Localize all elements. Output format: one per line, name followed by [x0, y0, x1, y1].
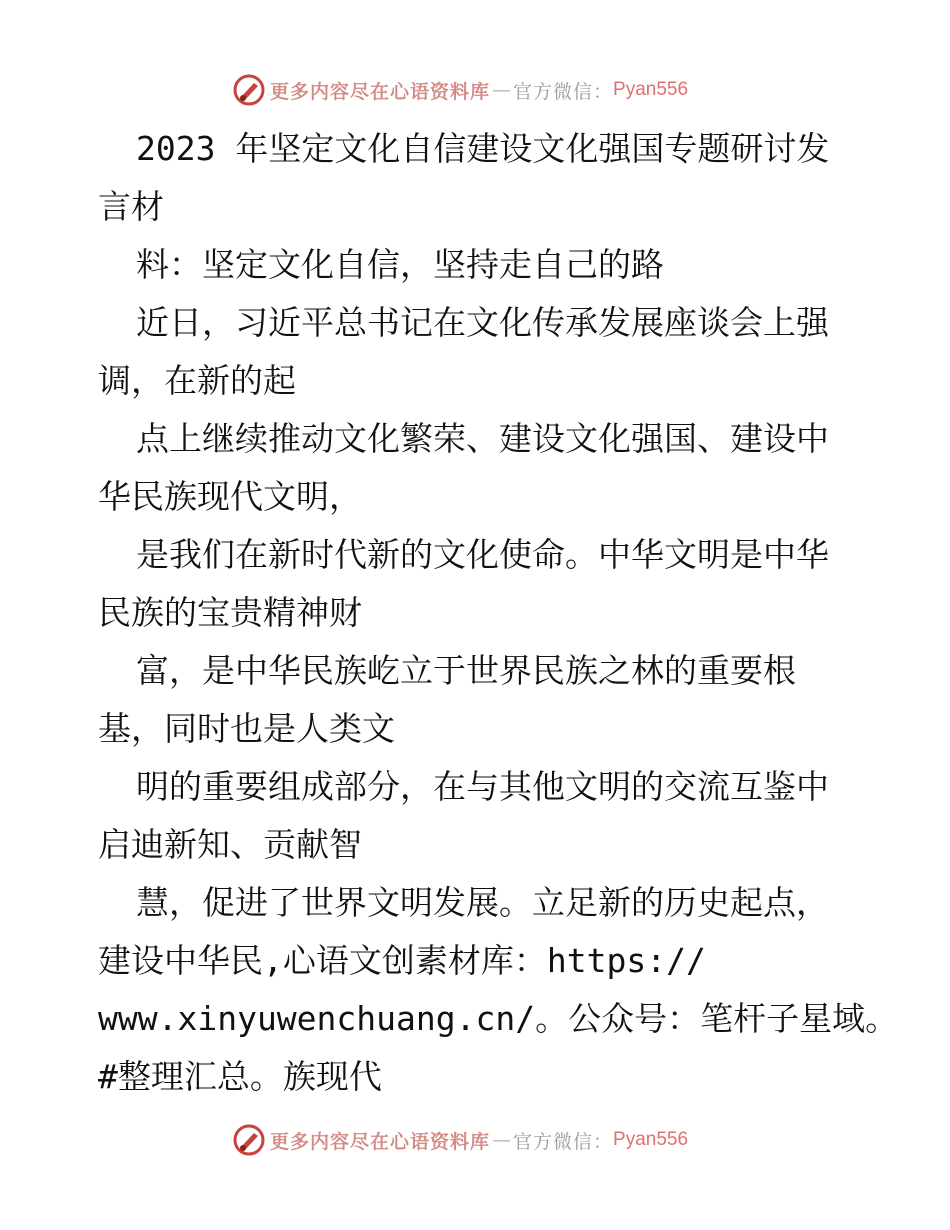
header-watermark-banner	[232, 70, 688, 110]
paragraph-line: 基，同时也是人类文	[98, 709, 395, 748]
banner-wechat-label: 官方微信：	[513, 80, 614, 103]
paragraph-line: 是我们在新时代新的文化使命。中华文明是中华	[136, 535, 829, 574]
paragraph-line: 建设中华民,心语文创素材库：https://	[98, 941, 706, 980]
paragraph-line: 民族的宝贵精神财	[98, 593, 362, 632]
subtitle-line: 料：坚定文化自信，坚持走自己的路	[136, 245, 664, 284]
pen-seal-logo-icon	[232, 1123, 266, 1157]
banner-wechat-id: Pyan556	[613, 1129, 689, 1150]
document-body	[98, 120, 899, 1106]
banner-wechat-label: 官方微信：	[513, 1130, 614, 1153]
paragraph-line: 近日，习近平总书记在文化传承发展座谈会上强	[136, 303, 829, 342]
paragraph-line: 华民族现代文明，	[98, 477, 362, 516]
banner-slogan: 更多内容尽在心语资料库	[270, 1130, 491, 1153]
title-line-2: 言材	[98, 187, 164, 226]
paragraph-line: 慧，促进了世界文明发展。立足新的历史起点，	[136, 883, 829, 922]
paragraph-line: 点上继续推动文化繁荣、建设文化强国、建设中	[136, 419, 829, 458]
paragraph-line: www.xinyuwenchuang.cn/。公众号：笔杆子星域。	[98, 999, 899, 1038]
paragraph-line: 富，是中华民族屹立于世界民族之林的重要根	[136, 651, 796, 690]
banner-slogan: 更多内容尽在心语资料库	[270, 80, 491, 103]
banner-separator: —	[492, 1129, 512, 1151]
banner-separator: —	[492, 79, 512, 101]
title-line-1: 2023 年坚定文化自信建设文化强国专题研讨发	[136, 129, 830, 168]
pen-seal-logo-icon	[232, 73, 266, 107]
footer-watermark-banner	[232, 1120, 688, 1160]
paragraph-line: 启迪新知、贡献智	[98, 825, 362, 864]
paragraph-line: #整理汇总。族现代	[98, 1057, 382, 1096]
banner-wechat-id: Pyan556	[613, 79, 689, 100]
paragraph-line: 明的重要组成部分，在与其他文明的交流互鉴中	[136, 767, 829, 806]
paragraph-line: 调，在新的起	[98, 361, 296, 400]
